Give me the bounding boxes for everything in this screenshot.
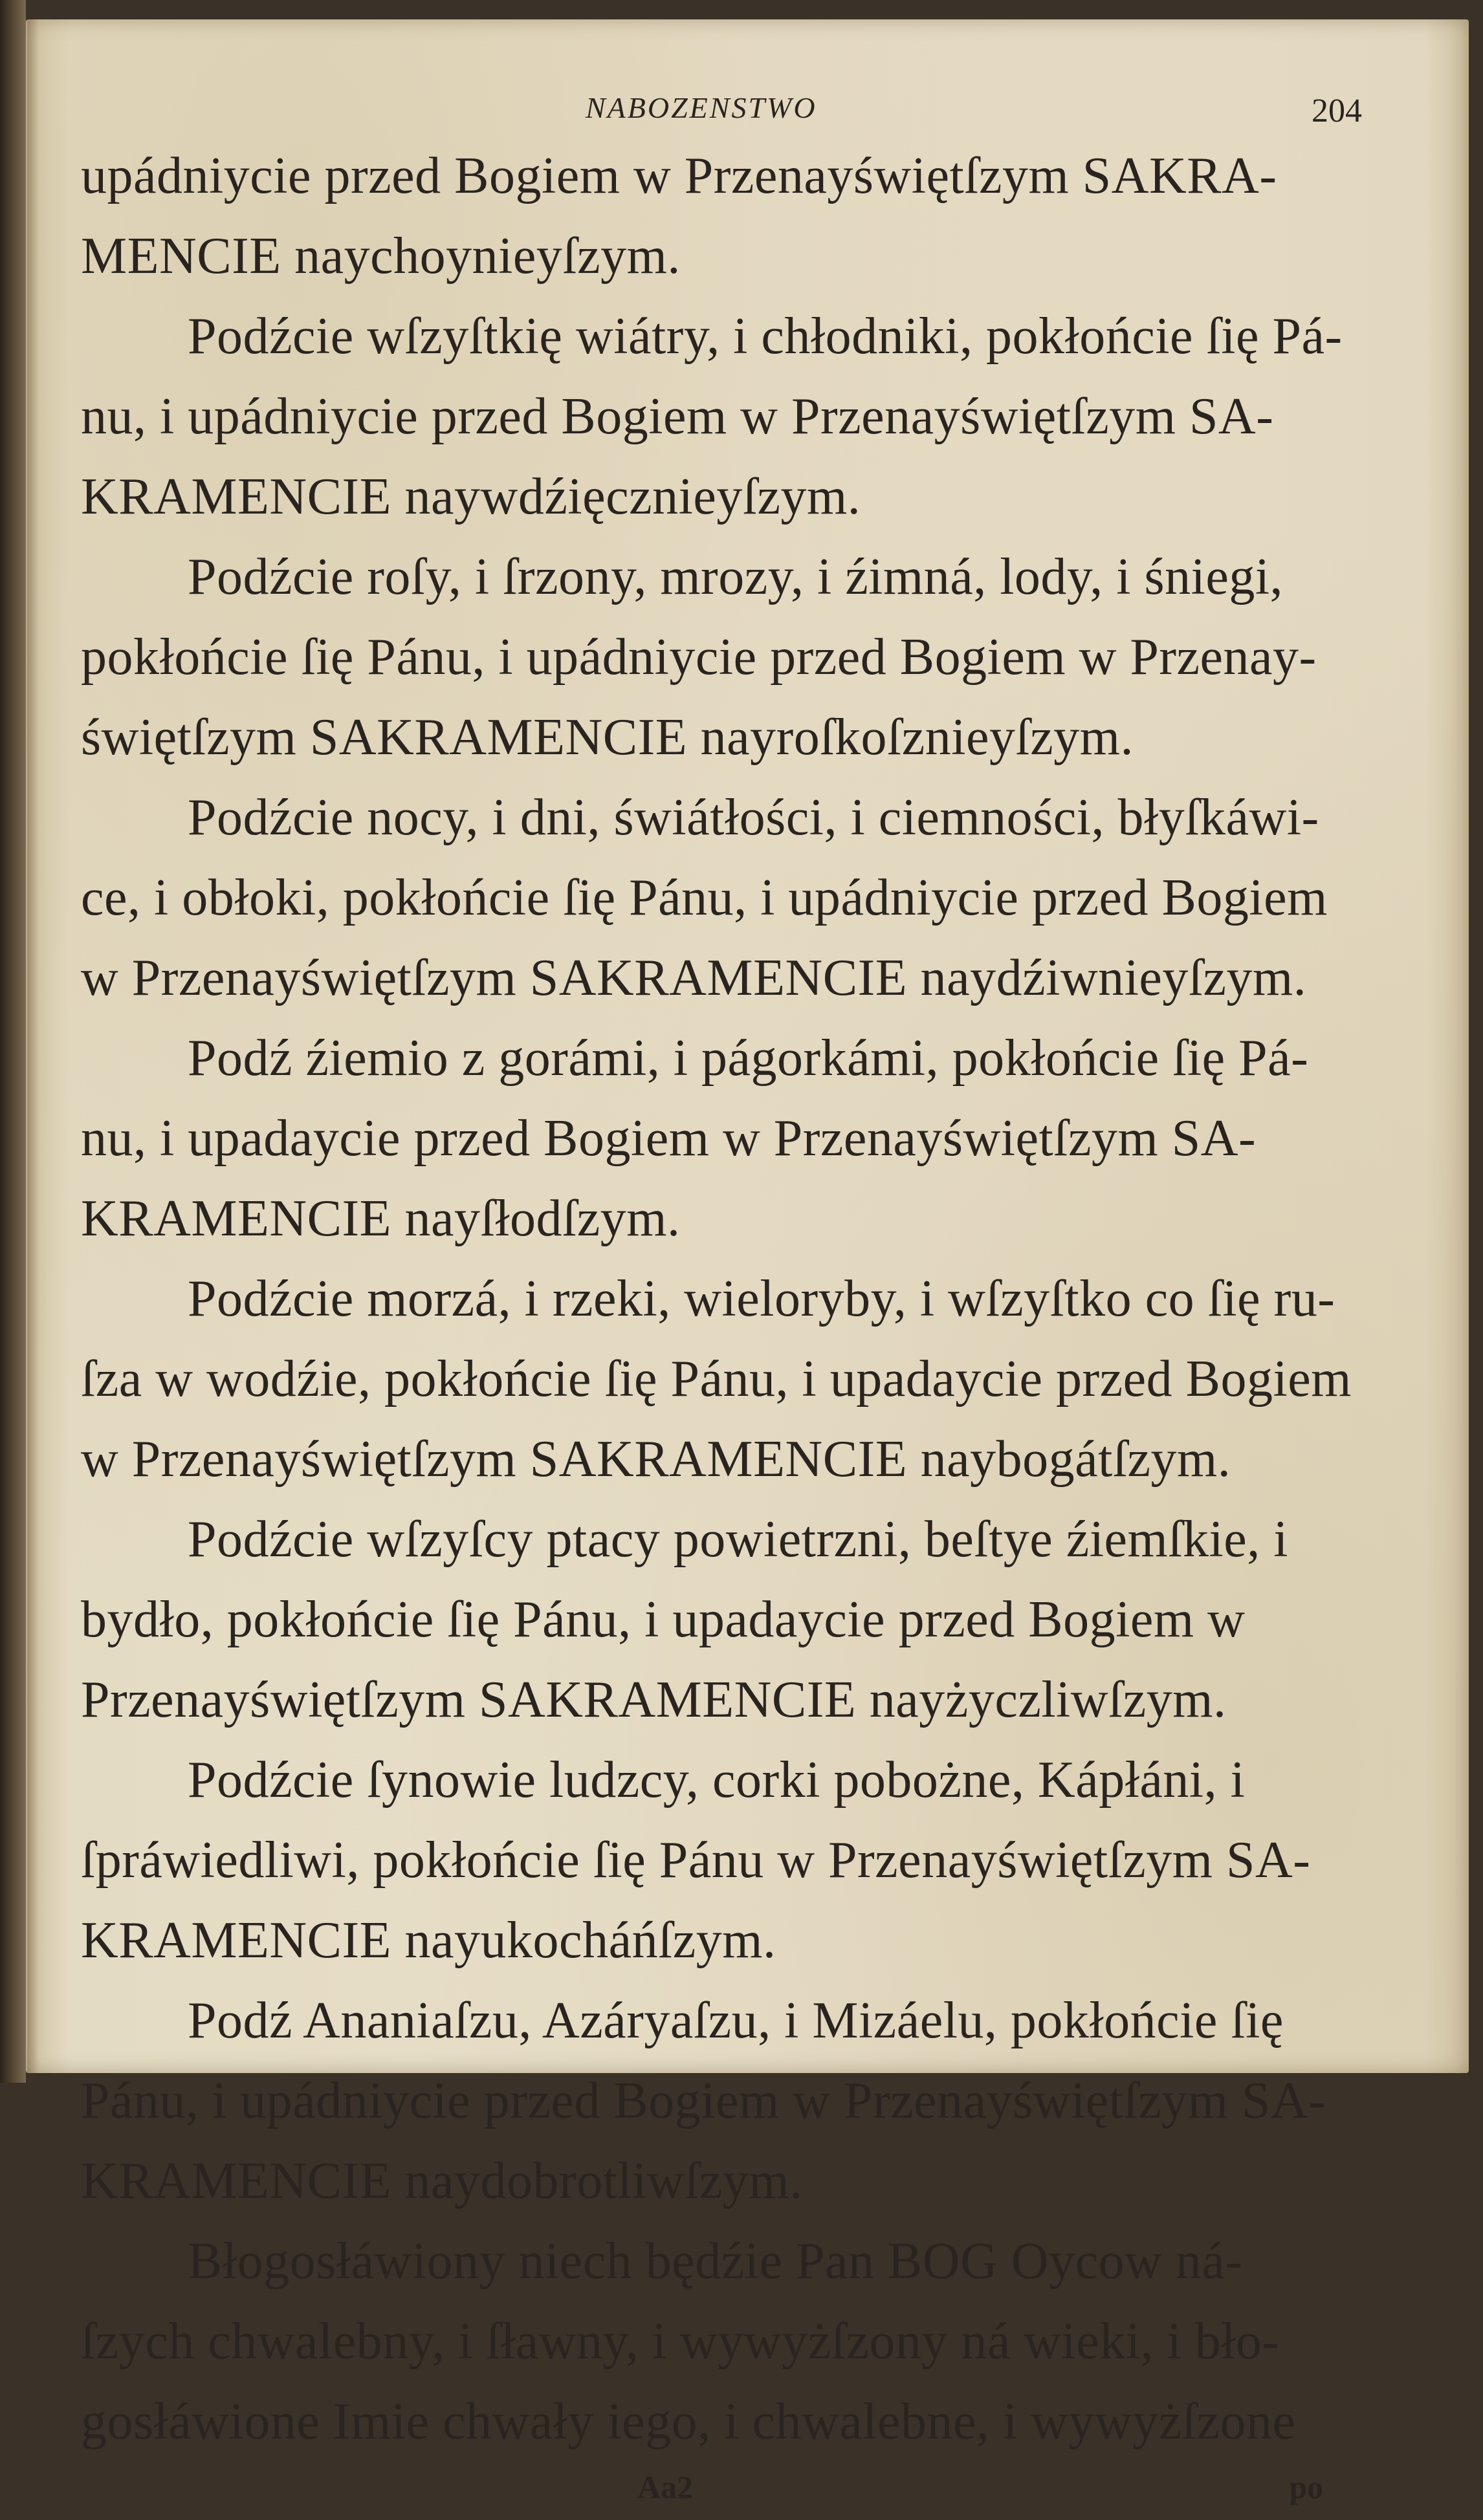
text-line: nu, i upádniycie przed Bogiem w Przenayświętſzym SA- — [81, 388, 1274, 445]
text-line: pokłońcie ſię Pánu, i upádniycie przed Bogiem w Przenay- — [81, 629, 1317, 686]
text-line: świętſzym SAKRAMENCIE nayroſkoſznieyſzym. — [81, 709, 1134, 766]
text-line: nu, i upadaycie przed Bogiem w Przenayświętſzym SA- — [81, 1110, 1257, 1167]
text-line: bydło, pokłońcie ſię Pánu, i upadaycie przed Bogiem w — [81, 1591, 1246, 1648]
gutter-shadow — [27, 19, 39, 2073]
text-line: ſpráwiedliwi, pokłońcie ſię Pánu w Przenayświętſzym SA- — [81, 1832, 1311, 1889]
text-line: ſzych chwalebny, i ſławny, i wywyżſzony ná wieki, i bło- — [81, 2313, 1280, 2370]
text-line: KRAMENCIE naywdźięcznieyſzym. — [81, 468, 861, 525]
catchword: po — [1289, 2469, 1323, 2505]
text-line: KRAMENCIE nayſłodſzym. — [81, 1190, 681, 1247]
text-line: Podźcie morzá, i rzeki, wieloryby, i wſzyſtko co ſię ru- — [188, 1270, 1335, 1327]
text-block — [81, 84, 1362, 2520]
text-line: Przenayświętſzym SAKRAMENCIE nayżyczliwſzym. — [81, 1671, 1227, 1728]
text-line: Podź Ananiaſzu, Azáryaſzu, i Mizáelu, pokłońcie ſię — [188, 1992, 1284, 2049]
running-title: NABOZENSTWO — [586, 91, 817, 124]
text-line: ce, i obłoki, pokłońcie ſię Pánu, i upádniycie przed Bogiem — [81, 869, 1328, 926]
book-page — [26, 19, 1469, 2505]
text-line: w Przenayświętſzym SAKRAMENCIE naybogátſzym. — [81, 1431, 1231, 1488]
signature-mark: Aa2 — [637, 2469, 694, 2505]
text-line: Podźcie nocy, i dni, świátłości, i ciemności, błyſkáwi- — [188, 789, 1319, 846]
text-line: Podźcie roſy, i ſrzony, mrozy, i źimná, lody, i śniegi, — [188, 549, 1284, 605]
text-line: Podź źiemio z gorámi, i págorkámi, pokłońcie ſię Pá- — [188, 1030, 1309, 1087]
text-line: Podźcie ſynowie ludzcy, corki pobożne, Kápłáni, i — [188, 1752, 1246, 1809]
text-line: Pánu, i upádniycie przed Bogiem w Przenayświętſzym SA- — [81, 2072, 1326, 2129]
text-line: Podźcie wſzyſtkię wiátry, i chłodniki, pokłońcie ſię Pá- — [188, 308, 1343, 365]
running-head — [81, 84, 1362, 136]
page-number: 204 — [1312, 92, 1362, 129]
text-line: gosłáwione Imie chwały iego, i chwalebne, i wywyżſzone — [81, 2393, 1296, 2450]
text-line: ſza w wodźie, pokłońcie ſię Pánu, i upadaycie przed Bogiem — [81, 1351, 1352, 1407]
text-line: Błogosłáwiony niech będźie Pan BOG Oycow ná- — [188, 2233, 1243, 2290]
text-line: MENCIE naychoynieyſzym. — [81, 228, 681, 285]
text-line: upádniycie przed Bogiem w Przenayświętſzym SAKRA- — [81, 147, 1277, 204]
binding-edge — [0, 0, 26, 2083]
text-line: KRAMENCIE nayukocháńſzym. — [81, 1912, 776, 1969]
text-line: KRAMENCIE naydobrotliwſzym. — [81, 2153, 803, 2210]
page-footer — [81, 2462, 1362, 2520]
text-line: Podźcie wſzyſcy ptacy powietrzni, beſtye źiemſkie, i — [188, 1511, 1288, 1568]
text-line: w Przenayświętſzym SAKRAMENCIE naydźiwnieyſzym. — [81, 950, 1307, 1006]
